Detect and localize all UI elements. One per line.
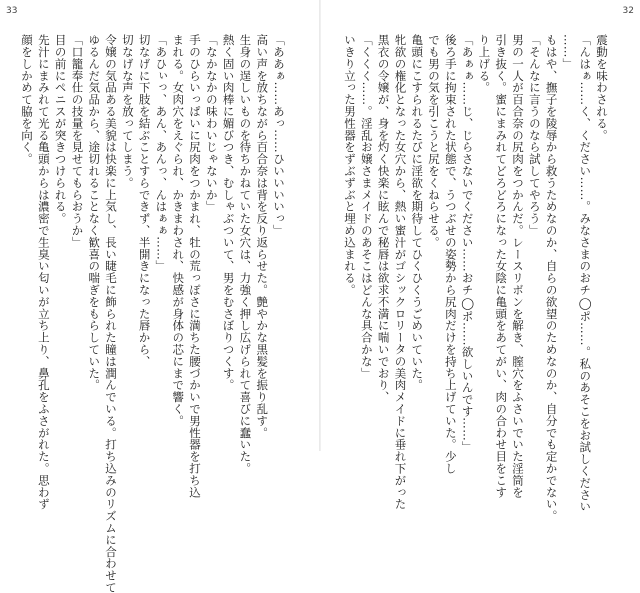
- text-line: 切なげに下肢を結ぶことすらできず、半開きになった唇から、: [137, 34, 152, 368]
- text-line: ……」: [561, 34, 576, 70]
- text-line: 後ろ手に拘束された状態で、うつぶせの姿勢から尻肉だけを持ち上げていた。少し: [443, 34, 458, 475]
- left-page: [0, 0, 319, 593]
- text-line: 目の前にペニスが突きつけられる。: [53, 34, 68, 225]
- left-page-body: [20, 34, 287, 593]
- text-line: 手のひらいっぱいに尻肉をつかまれ、牡の荒っぽさに満ちた腰づかいで男性器を打ち込: [188, 34, 203, 499]
- text-line: 「あひぃっ、あん、あんっ、んはぁぁ……」: [154, 34, 169, 272]
- right-page: [321, 0, 640, 522]
- text-line: 「そんなに言うのなら試してやろう」: [527, 34, 542, 237]
- text-line: 高い声を放ちながら百合奈は背を反り返らせた。艶やかな黒髪を振り乱す。: [255, 34, 270, 439]
- text-line: いきり立った男性器をずぶずぶと埋め込まれる。: [343, 34, 358, 296]
- right-page-number: 32: [622, 6, 634, 16]
- text-line: 令嬢の気品ある美貌は快楽に上気し、長い睫毛に飾られた瞳は潤んでいる。打ち込みのリズムに合わせて: [104, 34, 119, 593]
- text-line: 切なげな声を放ってしまう。: [120, 34, 135, 189]
- text-line: 牝欲の権化となった女穴から、熱い蜜汁がゴシックロリータの美肉メイドに垂れ下がった: [393, 34, 408, 510]
- text-line: 生身の逞しいものを待ちかねていた女穴は、力強く押し広げられて喜びに蠢いた。: [238, 34, 253, 475]
- text-line: 先汁にまみれて光る亀頭からは濃密で生臭い匂いが立ち上り、鼻孔をふさがれた。思わず: [36, 34, 51, 510]
- text-line: 亀頭にこすられるたびに淫欲を期待してひくひくうごめいていた。: [410, 34, 425, 391]
- text-line: 引き抜く。蜜にまみれてどろどろになった女陰に亀頭をあてがい、肉の合わせ目をこす: [494, 34, 509, 499]
- left-page-number: 33: [6, 6, 18, 16]
- text-line: ゆるんだ気品から、途切れることなく歓喜の喘ぎをもらしていた。: [87, 34, 102, 391]
- text-line: 「あぁぁ……じ、じらさないでください……おチ◯ポ……欲しいんです……」: [460, 34, 475, 453]
- text-line: 震動を味わされる。: [595, 34, 609, 142]
- text-line: でも男の気を引こうと尻をくねらせる。: [427, 34, 442, 249]
- right-page-body: [343, 34, 610, 522]
- text-line: まれる。女肉穴をえぐられ、かきまわされ、快感が身体の芯にまで響く。: [171, 34, 186, 427]
- text-line: 「んはぁ……く、ください……。みなさまのおチ◯ポ……。私のあそこをお試しください: [578, 34, 593, 513]
- text-line: 「ああぁ……あっ……ひいいいいっ」: [272, 34, 286, 237]
- text-line: 顔をしかめて脇を向く。: [20, 34, 35, 165]
- text-line: もはや、撫子を陵辱から救うためなのか、自らの欲望のためなのか、自分でも定かでない。: [544, 34, 559, 522]
- text-line: 黒衣の令嬢が、身を灼く快楽に眩んで秘唇は欲求不満に喘いでおり、: [376, 34, 391, 403]
- text-line: 男の一人が百合奈の尻肉をつかんだ。レースリボンを解き、膣穴をふさいでいた淫筒を: [511, 34, 526, 499]
- text-line: 「くくく……。淫乱お嬢さまメイドのあそこはどんな具合かな」: [359, 34, 374, 380]
- text-line: 「なかなかの味わいじゃないか」: [204, 34, 219, 213]
- text-line: 熱く固い肉棒に媚びつき、むしゃぶついて、男をむさぼりつくす。: [221, 34, 236, 391]
- text-line: 「口籠奉仕の技量を見せてもらおうか」: [70, 34, 85, 249]
- text-line: り上げる。: [477, 34, 492, 94]
